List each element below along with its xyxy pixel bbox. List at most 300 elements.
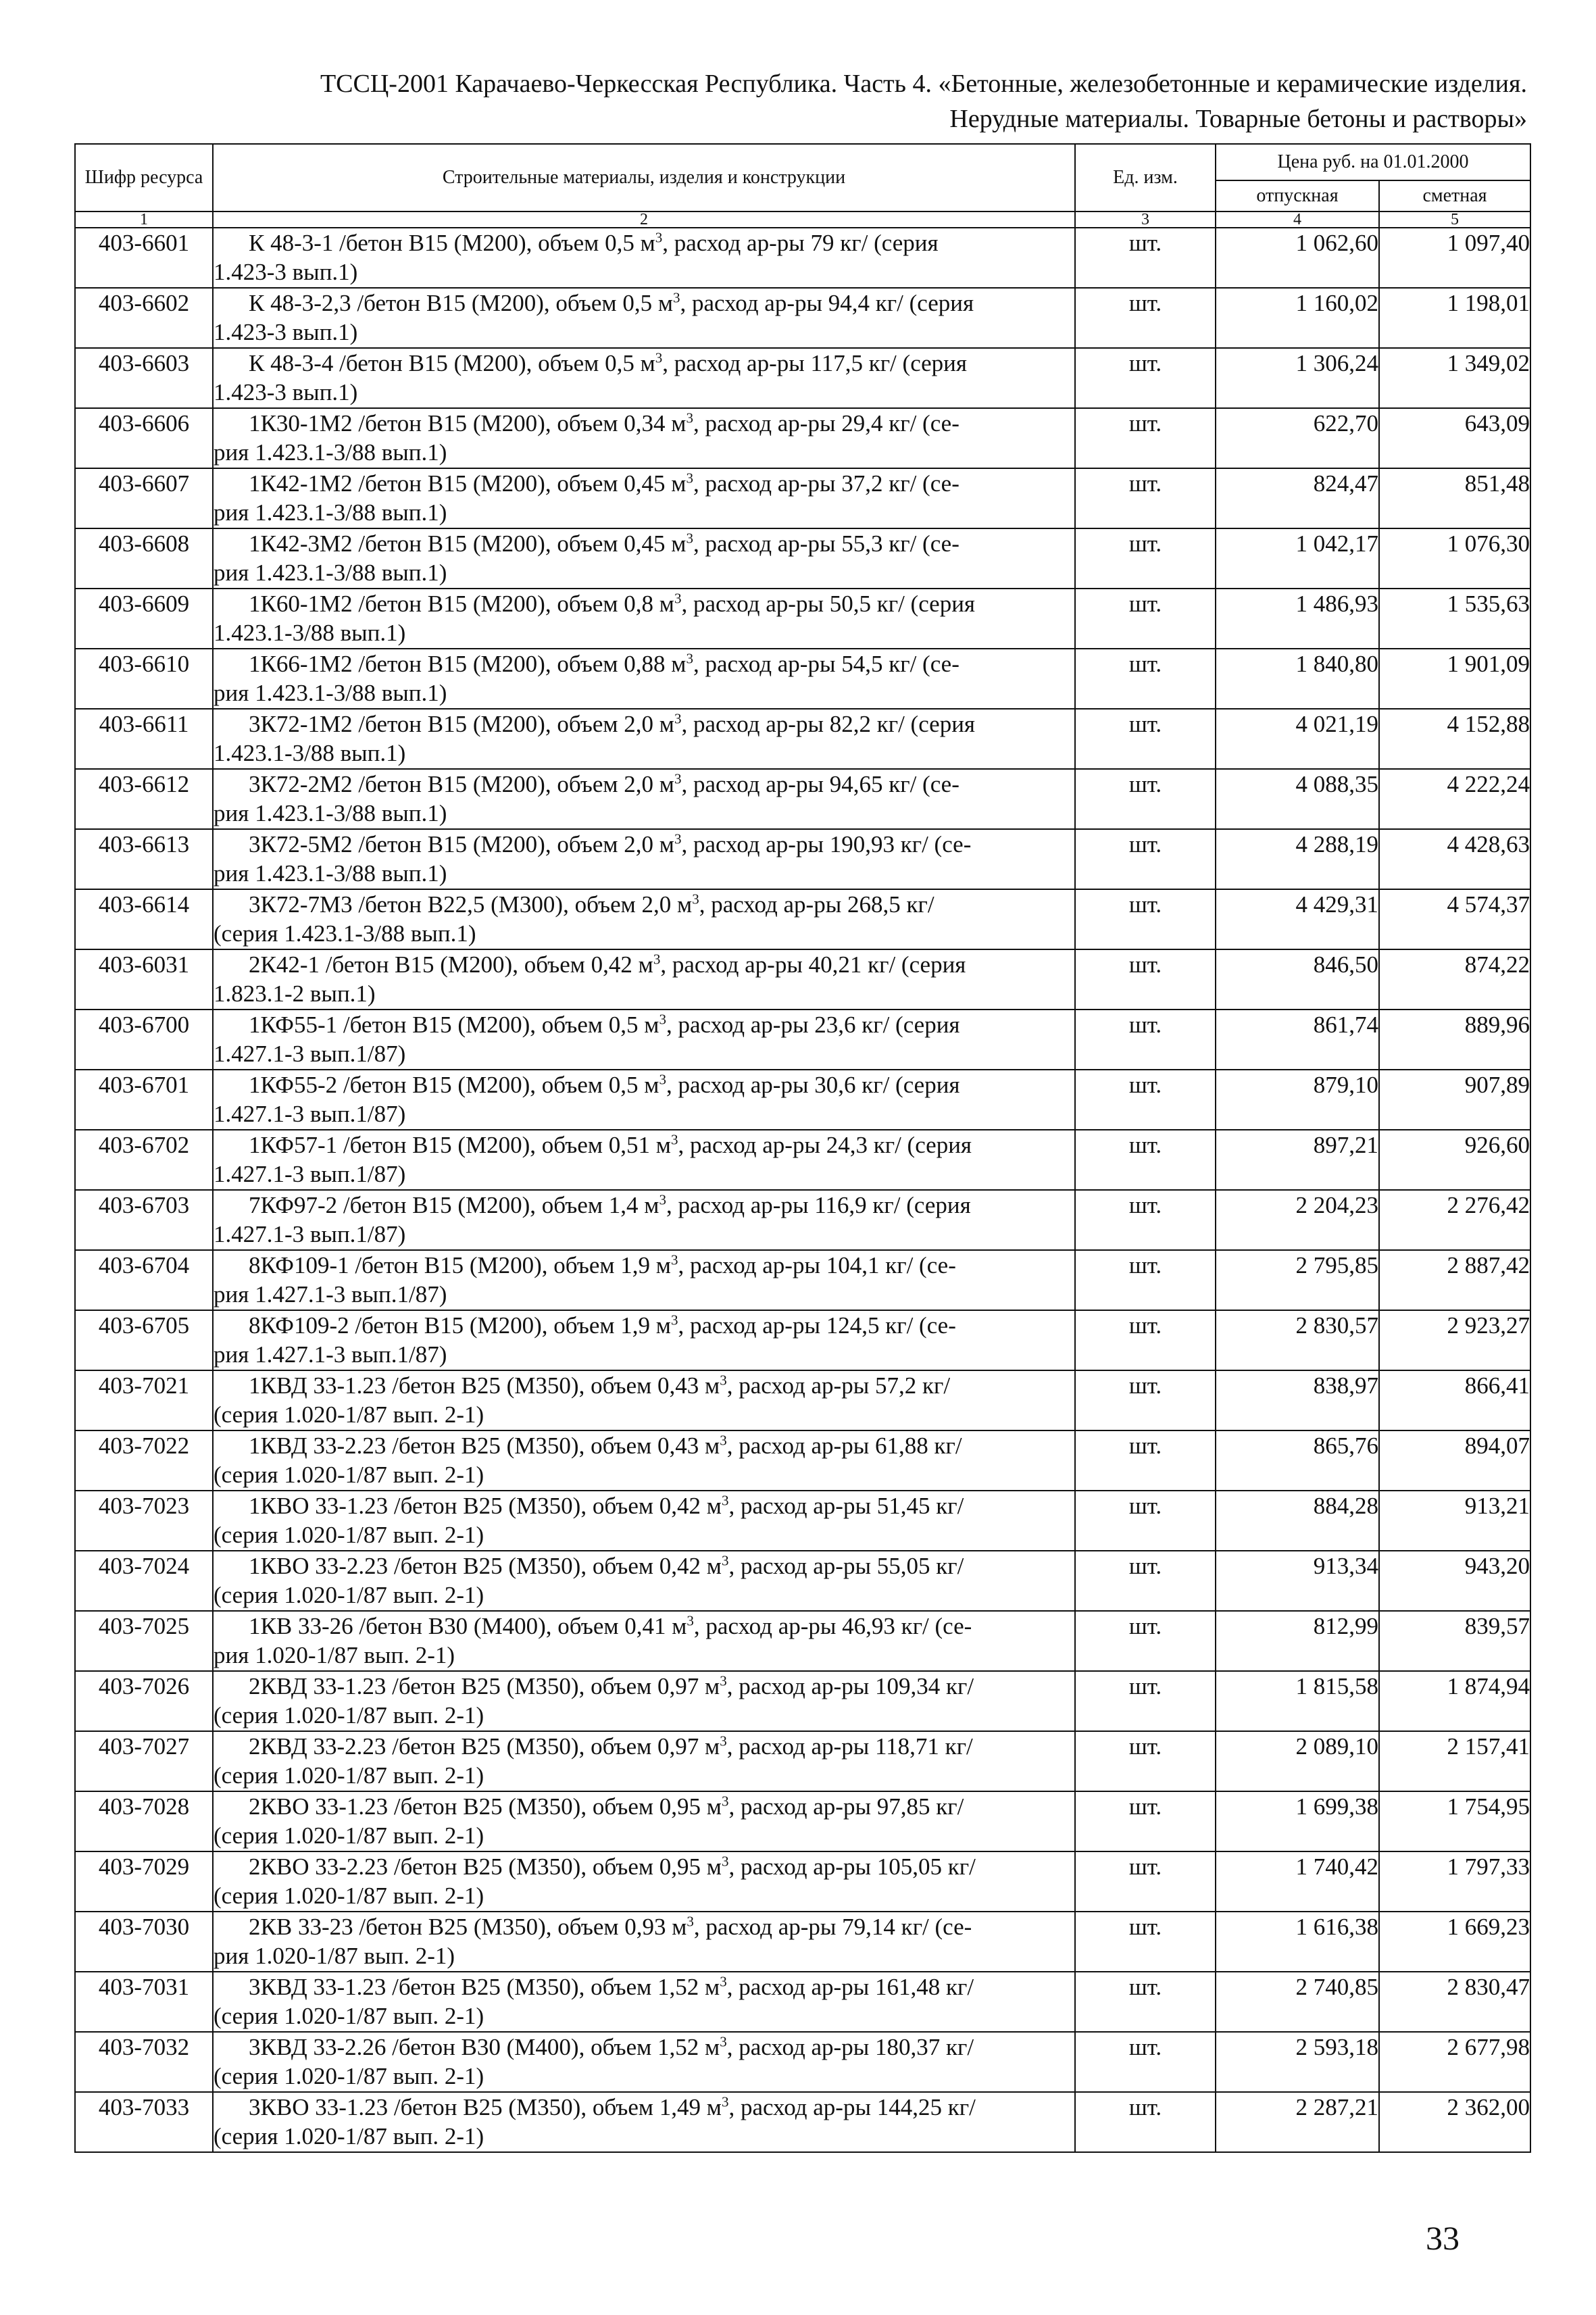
description-text: 3КВД 33-2.26 /бетон В30 (М400), объем 1,52 м [249, 2034, 720, 2060]
release-price: 1 306,24 [1216, 348, 1379, 408]
estimate-price: 1 535,63 [1379, 589, 1530, 649]
cubic-superscript: 3 [721, 1552, 729, 1569]
material-description [213, 1491, 1075, 1551]
unit-cell: шт. [1075, 408, 1216, 468]
description-line-1 [214, 1311, 1074, 1340]
description-text: 8КФ109-1 /бетон В15 (М200), объем 1,9 м [249, 1252, 671, 1278]
description-text: 1КВ 33-26 /бетон В30 (М400), объем 0,41 м [249, 1613, 687, 1639]
header-line-2: Нерудные материалы. Товарные бетоны и растворы» [949, 105, 1527, 133]
cubic-superscript: 3 [686, 470, 693, 487]
release-price: 2 740,85 [1216, 1972, 1379, 2032]
description-text-continued: , расход ар-ры 79,14 кг/ (се- [693, 1914, 972, 1940]
description-line-2: рия 1.423.1-3/88 вып.1) [214, 800, 447, 826]
description-line-1 [214, 349, 1074, 378]
release-price: 824,47 [1216, 468, 1379, 528]
table-row [75, 1972, 1530, 2032]
estimate-price: 926,60 [1379, 1130, 1530, 1190]
release-price: 1 486,93 [1216, 589, 1379, 649]
cubic-superscript: 3 [721, 1793, 729, 1810]
cubic-superscript: 3 [674, 590, 682, 607]
col-estimate-header: сметная [1379, 180, 1530, 211]
release-price: 1 840,80 [1216, 649, 1379, 709]
description-text-continued: , расход ар-ры 24,3 кг/ (серия [678, 1132, 972, 1158]
estimate-price: 874,22 [1379, 949, 1530, 1010]
estimate-price: 1 797,33 [1379, 1851, 1530, 1912]
cubic-superscript: 3 [653, 951, 661, 968]
unit-cell: шт. [1075, 709, 1216, 769]
estimate-price: 1 754,95 [1379, 1791, 1530, 1851]
cubic-superscript: 3 [720, 2033, 727, 2050]
unit-cell: шт. [1075, 1611, 1216, 1671]
description-text: 1КФ57-1 /бетон В15 (М200), объем 0,51 м [249, 1132, 671, 1158]
resource-code: 403-6702 [75, 1130, 213, 1190]
description-text-continued: , расход ар-ры 79 кг/ (серия [662, 230, 939, 256]
col-code-header: Шифр ресурса [75, 144, 213, 211]
description-text-continued: , расход ар-ры 118,71 кг/ [726, 1733, 973, 1760]
description-line-1 [214, 1972, 1074, 2001]
unit-cell: шт. [1075, 1912, 1216, 1972]
description-text-continued: , расход ар-ры 61,88 кг/ [726, 1433, 962, 1459]
description-text: 2КВО 33-1.23 /бетон В25 (М350), объем 0,95 м [249, 1793, 722, 1820]
cubic-superscript: 3 [670, 1251, 678, 1268]
unit-cell: шт. [1075, 1430, 1216, 1491]
description-text: 1К42-1М2 /бетон В15 (М200), объем 0,45 м [249, 470, 687, 497]
release-price: 1 160,02 [1216, 288, 1379, 348]
description-line-2: рия 1.427.1-3 вып.1/87) [214, 1341, 447, 1368]
cubic-superscript: 3 [659, 1071, 666, 1088]
description-text: 1КФ55-2 /бетон В15 (М200), объем 0,5 м [249, 1072, 659, 1098]
material-description [213, 1912, 1075, 1972]
cubic-superscript: 3 [670, 1131, 678, 1148]
unit-cell: шт. [1075, 769, 1216, 829]
table-row [75, 769, 1530, 829]
description-text: 3К72-7М3 /бетон В22,5 (М300), объем 2,0 м [249, 891, 693, 918]
table-row [75, 408, 1530, 468]
description-line-1 [214, 529, 1074, 558]
description-text-continued: , расход ар-ры 190,93 кг/ (се- [681, 831, 972, 857]
cubic-superscript: 3 [692, 891, 699, 907]
material-description [213, 1611, 1075, 1671]
description-line-2: (серия 1.020-1/87 вып. 2-1) [214, 1462, 484, 1488]
material-description [213, 2092, 1075, 2152]
material-description [213, 288, 1075, 348]
unit-cell: шт. [1075, 2092, 1216, 2152]
material-description [213, 408, 1075, 468]
material-description [213, 1430, 1075, 1491]
estimate-price: 839,57 [1379, 1611, 1530, 1671]
material-description [213, 709, 1075, 769]
description-text: 1КФ55-1 /бетон В15 (М200), объем 0,5 м [249, 1012, 659, 1038]
description-line-1 [214, 1792, 1074, 1821]
description-text: 2КВД 33-2.23 /бетон В25 (М350), объем 0,97 м [249, 1733, 720, 1760]
cubic-superscript: 3 [659, 1191, 666, 1208]
release-price: 622,70 [1216, 408, 1379, 468]
resource-code: 403-7028 [75, 1791, 213, 1851]
description-text: 2К42-1 /бетон В15 (М200), объем 0,42 м [249, 951, 653, 978]
resource-code: 403-6606 [75, 408, 213, 468]
table-row [75, 468, 1530, 528]
estimate-price: 1 901,09 [1379, 649, 1530, 709]
description-text: 1К42-3М2 /бетон В15 (М200), объем 0,45 м [249, 530, 687, 557]
table-row [75, 1791, 1530, 1851]
cubic-superscript: 3 [655, 229, 663, 246]
unit-cell: шт. [1075, 1130, 1216, 1190]
resource-code: 403-6031 [75, 949, 213, 1010]
description-text-continued: , расход ар-ры 23,6 кг/ (серия [666, 1012, 960, 1038]
resource-code: 403-6614 [75, 889, 213, 949]
resource-code: 403-6603 [75, 348, 213, 408]
table-row [75, 589, 1530, 649]
resource-code: 403-6703 [75, 1190, 213, 1250]
description-line-1 [214, 1431, 1074, 1460]
description-line-1 [214, 1191, 1074, 1220]
description-text-continued: , расход ар-ры 37,2 кг/ (се- [693, 470, 959, 497]
release-price: 838,97 [1216, 1370, 1379, 1430]
description-line-1 [214, 228, 1074, 257]
description-text: 3К72-1М2 /бетон В15 (М200), объем 2,0 м [249, 711, 674, 737]
unit-cell: шт. [1075, 288, 1216, 348]
table-row [75, 1731, 1530, 1791]
description-text-continued: , расход ар-ры 50,5 кг/ (серия [681, 591, 976, 617]
material-description [213, 649, 1075, 709]
description-line-2: 1.423.1-3/88 вып.1) [214, 620, 406, 646]
description-text-continued: , расход ар-ры 124,5 кг/ (се- [678, 1312, 956, 1339]
description-text: 1КВД 33-2.23 /бетон В25 (М350), объем 0,43 м [249, 1433, 720, 1459]
description-text: 8КФ109-2 /бетон В15 (М200), объем 1,9 м [249, 1312, 671, 1339]
resource-code: 403-6613 [75, 829, 213, 889]
description-text-continued: , расход ар-ры 268,5 кг/ [699, 891, 934, 918]
unit-cell: шт. [1075, 2032, 1216, 2092]
material-description [213, 1851, 1075, 1912]
release-price: 1 740,42 [1216, 1851, 1379, 1912]
description-line-2: рия 1.423.1-3/88 вып.1) [214, 559, 447, 586]
material-description [213, 1551, 1075, 1611]
estimate-price: 1 874,94 [1379, 1671, 1530, 1731]
estimate-price: 2 677,98 [1379, 2032, 1530, 2092]
material-description [213, 228, 1075, 288]
description-line-1 [214, 1491, 1074, 1520]
description-line-2: 1.823.1-2 вып.1) [214, 980, 376, 1007]
estimate-price: 1 097,40 [1379, 228, 1530, 288]
table-row [75, 949, 1530, 1010]
description-line-1 [214, 289, 1074, 318]
col-number-2: 2 [213, 211, 1075, 228]
description-text: 3К72-5М2 /бетон В15 (М200), объем 2,0 м [249, 831, 674, 857]
table-row [75, 829, 1530, 889]
estimate-price: 2 830,47 [1379, 1972, 1530, 2032]
description-line-2: (серия 1.020-1/87 вып. 2-1) [214, 2123, 484, 2149]
description-text-continued: , расход ар-ры 82,2 кг/ (серия [681, 711, 976, 737]
cubic-superscript: 3 [674, 830, 682, 847]
release-price: 913,34 [1216, 1551, 1379, 1611]
description-line-2: (серия 1.020-1/87 вып. 2-1) [214, 1822, 484, 1849]
col-number-1: 1 [75, 211, 213, 228]
cubic-superscript: 3 [720, 1372, 727, 1389]
cubic-superscript: 3 [655, 349, 663, 366]
release-price: 2 204,23 [1216, 1190, 1379, 1250]
material-description [213, 1190, 1075, 1250]
description-line-1 [214, 830, 1074, 859]
estimate-price: 643,09 [1379, 408, 1530, 468]
description-text: 3К72-2М2 /бетон В15 (М200), объем 2,0 м [249, 771, 674, 797]
material-description [213, 949, 1075, 1010]
description-text-continued: , расход ар-ры 117,5 кг/ (серия [662, 350, 968, 376]
estimate-price: 894,07 [1379, 1430, 1530, 1491]
description-text-continued: , расход ар-ры 105,05 кг/ [728, 1853, 976, 1880]
description-line-2: 1.427.1-3 вып.1/87) [214, 1041, 406, 1067]
resource-code: 403-6601 [75, 228, 213, 288]
unit-cell: шт. [1075, 589, 1216, 649]
material-description [213, 829, 1075, 889]
estimate-price: 4 152,88 [1379, 709, 1530, 769]
table-row [75, 1851, 1530, 1912]
description-text-continued: , расход ар-ры 104,1 кг/ (се- [678, 1252, 956, 1278]
table-row [75, 1491, 1530, 1551]
description-line-1 [214, 770, 1074, 799]
unit-cell: шт. [1075, 228, 1216, 288]
col-price-header: Цена руб. на 01.01.2000 [1216, 144, 1530, 180]
table-row [75, 2092, 1530, 2152]
estimate-price: 1 349,02 [1379, 348, 1530, 408]
description-line-2: (серия 1.020-1/87 вып. 2-1) [214, 2003, 484, 2029]
release-price: 884,28 [1216, 1491, 1379, 1551]
table-row [75, 1070, 1530, 1130]
description-line-1 [214, 1010, 1074, 1039]
description-line-1 [214, 710, 1074, 739]
table-row [75, 2032, 1530, 2092]
resource-code: 403-6700 [75, 1010, 213, 1070]
description-text-continued: , расход ар-ры 94,65 кг/ (се- [681, 771, 959, 797]
cubic-superscript: 3 [720, 1672, 727, 1689]
header-line-1: ТССЦ-2001 Карачаево-Черкесская Республика. Часть 4. «Бетонные, железобетонные и керамические изделия. [320, 70, 1527, 98]
description-line-1 [214, 2093, 1074, 2122]
estimate-price: 2 276,42 [1379, 1190, 1530, 1250]
unit-cell: шт. [1075, 1190, 1216, 1250]
col-number-3: 3 [1075, 211, 1216, 228]
resource-code: 403-7033 [75, 2092, 213, 2152]
table-header [75, 144, 1530, 228]
description-text: 1К30-1М2 /бетон В15 (М200), объем 0,34 м [249, 410, 687, 437]
unit-cell: шт. [1075, 1310, 1216, 1370]
table-row [75, 1310, 1530, 1370]
material-description [213, 1731, 1075, 1791]
unit-cell: шт. [1075, 1791, 1216, 1851]
table-row [75, 1912, 1530, 1972]
description-text-continued: , расход ар-ры 51,45 кг/ [728, 1493, 964, 1519]
resource-code: 403-6704 [75, 1250, 213, 1310]
description-text-continued: , расход ар-ры 55,3 кг/ (се- [693, 530, 959, 557]
description-line-2: 1.423-3 вып.1) [214, 259, 358, 285]
release-price: 2 287,21 [1216, 2092, 1379, 2152]
estimate-price: 1 076,30 [1379, 528, 1530, 589]
cubic-superscript: 3 [720, 1733, 727, 1749]
unit-cell: шт. [1075, 1370, 1216, 1430]
resource-code: 403-6609 [75, 589, 213, 649]
description-line-1 [214, 469, 1074, 498]
cubic-superscript: 3 [674, 770, 682, 787]
release-price: 2 830,57 [1216, 1310, 1379, 1370]
table-body [75, 228, 1530, 2152]
resource-code: 403-7032 [75, 2032, 213, 2092]
cubic-superscript: 3 [686, 409, 693, 426]
estimate-price: 4 222,24 [1379, 769, 1530, 829]
estimate-price: 889,96 [1379, 1010, 1530, 1070]
table-row [75, 348, 1530, 408]
estimate-price: 851,48 [1379, 468, 1530, 528]
cubic-superscript: 3 [670, 1312, 678, 1328]
description-text-continued: , расход ар-ры 29,4 кг/ (се- [693, 410, 959, 437]
material-description [213, 769, 1075, 829]
table-row [75, 709, 1530, 769]
resource-code: 403-6611 [75, 709, 213, 769]
description-line-1 [214, 2033, 1074, 2062]
estimate-price: 943,20 [1379, 1551, 1530, 1611]
material-description [213, 1130, 1075, 1190]
estimate-price: 866,41 [1379, 1370, 1530, 1430]
description-line-2: рия 1.423.1-3/88 вып.1) [214, 680, 447, 706]
description-text-continued: , расход ар-ры 180,37 кг/ [726, 2034, 974, 2060]
resource-code: 403-6602 [75, 288, 213, 348]
release-price: 879,10 [1216, 1070, 1379, 1130]
unit-cell: шт. [1075, 1972, 1216, 2032]
description-line-1 [214, 1732, 1074, 1761]
table-row [75, 1010, 1530, 1070]
estimate-price: 2 362,00 [1379, 2092, 1530, 2152]
estimate-price: 4 574,37 [1379, 889, 1530, 949]
price-table [74, 143, 1531, 2153]
unit-cell: шт. [1075, 829, 1216, 889]
description-text: 3КВД 33-1.23 /бетон В25 (М350), объем 1,52 м [249, 1974, 720, 2000]
table-row [75, 1611, 1530, 1671]
release-price: 2 089,10 [1216, 1731, 1379, 1791]
unit-cell: шт. [1075, 1731, 1216, 1791]
release-price: 4 021,19 [1216, 709, 1379, 769]
resource-code: 403-6701 [75, 1070, 213, 1130]
cubic-superscript: 3 [720, 1432, 727, 1449]
material-description [213, 2032, 1075, 2092]
description-line-2: рия 1.423.1-3/88 вып.1) [214, 499, 447, 526]
description-text-continued: , расход ар-ры 57,2 кг/ [726, 1372, 951, 1399]
unit-cell: шт. [1075, 348, 1216, 408]
description-line-1 [214, 409, 1074, 438]
release-price: 865,76 [1216, 1430, 1379, 1491]
description-line-2: (серия 1.020-1/87 вып. 2-1) [214, 1762, 484, 1789]
release-price: 846,50 [1216, 949, 1379, 1010]
description-line-2: 1.423-3 вып.1) [214, 319, 358, 345]
description-text-continued: , расход ар-ры 109,34 кг/ [726, 1673, 974, 1699]
table-row [75, 1671, 1530, 1731]
resource-code: 403-6610 [75, 649, 213, 709]
description-text: 2КВО 33-2.23 /бетон В25 (М350), объем 0,95 м [249, 1853, 722, 1880]
material-description [213, 1070, 1075, 1130]
description-line-2: (серия 1.020-1/87 вып. 2-1) [214, 2063, 484, 2089]
table-row [75, 649, 1530, 709]
release-price: 4 088,35 [1216, 769, 1379, 829]
cubic-superscript: 3 [721, 2093, 729, 2110]
description-line-1 [214, 890, 1074, 919]
release-price: 2 593,18 [1216, 2032, 1379, 2092]
material-description [213, 1370, 1075, 1430]
resource-code: 403-7027 [75, 1731, 213, 1791]
description-line-2: рия 1.427.1-3 вып.1/87) [214, 1281, 447, 1308]
description-text-continued: , расход ар-ры 94,4 кг/ (серия [680, 290, 974, 316]
unit-cell: шт. [1075, 528, 1216, 589]
description-line-2: рия 1.423.1-3/88 вып.1) [214, 439, 447, 466]
page-header [74, 66, 1527, 136]
col-number-5: 5 [1379, 211, 1530, 228]
release-price: 1 815,58 [1216, 1671, 1379, 1731]
unit-cell: шт. [1075, 949, 1216, 1010]
description-text: К 48-3-4 /бетон В15 (М200), объем 0,5 м [249, 350, 655, 376]
table-row [75, 1250, 1530, 1310]
material-description [213, 528, 1075, 589]
material-description [213, 1972, 1075, 2032]
unit-cell: шт. [1075, 1010, 1216, 1070]
resource-code: 403-7030 [75, 1912, 213, 1972]
release-price: 2 795,85 [1216, 1250, 1379, 1310]
description-line-2: 1.427.1-3 вып.1/87) [214, 1161, 406, 1187]
description-text: 1КВО 33-1.23 /бетон В25 (М350), объем 0,42 м [249, 1493, 722, 1519]
material-description [213, 1250, 1075, 1310]
description-line-1 [214, 589, 1074, 618]
cubic-superscript: 3 [721, 1492, 729, 1509]
description-text-continued: , расход ар-ры 144,25 кг/ [728, 2094, 976, 2120]
table-row [75, 889, 1530, 949]
description-line-1 [214, 1251, 1074, 1280]
col-release-header: отпускная [1216, 180, 1379, 211]
description-line-1 [214, 649, 1074, 678]
description-line-1 [214, 1551, 1074, 1580]
col-number-4: 4 [1216, 211, 1379, 228]
description-text-continued: , расход ар-ры 40,21 кг/ (серия [660, 951, 966, 978]
description-text: 2КВД 33-1.23 /бетон В25 (М350), объем 0,97 м [249, 1673, 720, 1699]
description-line-2: (серия 1.423.1-3/88 вып.1) [214, 920, 476, 947]
unit-cell: шт. [1075, 1851, 1216, 1912]
description-line-1 [214, 950, 1074, 979]
estimate-price: 907,89 [1379, 1070, 1530, 1130]
description-text: 7КФ97-2 /бетон В15 (М200), объем 1,4 м [249, 1192, 659, 1218]
description-line-2: рия 1.423.1-3/88 вып.1) [214, 860, 447, 887]
cubic-superscript: 3 [720, 1973, 727, 1990]
description-text-continued: , расход ар-ры 30,6 кг/ (серия [666, 1072, 960, 1098]
col-unit-header: Ед. изм. [1075, 144, 1216, 211]
unit-cell: шт. [1075, 1250, 1216, 1310]
description-line-2: (серия 1.020-1/87 вып. 2-1) [214, 1702, 484, 1728]
unit-cell: шт. [1075, 1070, 1216, 1130]
cubic-superscript: 3 [687, 1913, 694, 1930]
material-description [213, 589, 1075, 649]
description-text: 2КВ 33-23 /бетон В25 (М350), объем 0,93 м [249, 1914, 687, 1940]
description-line-2: 1.427.1-3 вып.1/87) [214, 1101, 406, 1127]
material-description [213, 889, 1075, 949]
resource-code: 403-7021 [75, 1370, 213, 1430]
description-line-1 [214, 1371, 1074, 1400]
material-description [213, 1310, 1075, 1370]
cubic-superscript: 3 [659, 1011, 666, 1028]
material-description [213, 1010, 1075, 1070]
description-text-continued: , расход ар-ры 116,9 кг/ (серия [666, 1192, 971, 1218]
description-text: К 48-3-2,3 /бетон В15 (М200), объем 0,5 м [249, 290, 673, 316]
unit-cell: шт. [1075, 1551, 1216, 1611]
estimate-price: 2 157,41 [1379, 1731, 1530, 1791]
description-line-2: (серия 1.020-1/87 вып. 2-1) [214, 1883, 484, 1909]
description-text-continued: , расход ар-ры 54,5 кг/ (се- [693, 651, 959, 677]
material-description [213, 1671, 1075, 1731]
table-row [75, 1370, 1530, 1430]
description-text-continued: , расход ар-ры 55,05 кг/ [728, 1553, 964, 1579]
description-line-1 [214, 1672, 1074, 1701]
unit-cell: шт. [1075, 889, 1216, 949]
